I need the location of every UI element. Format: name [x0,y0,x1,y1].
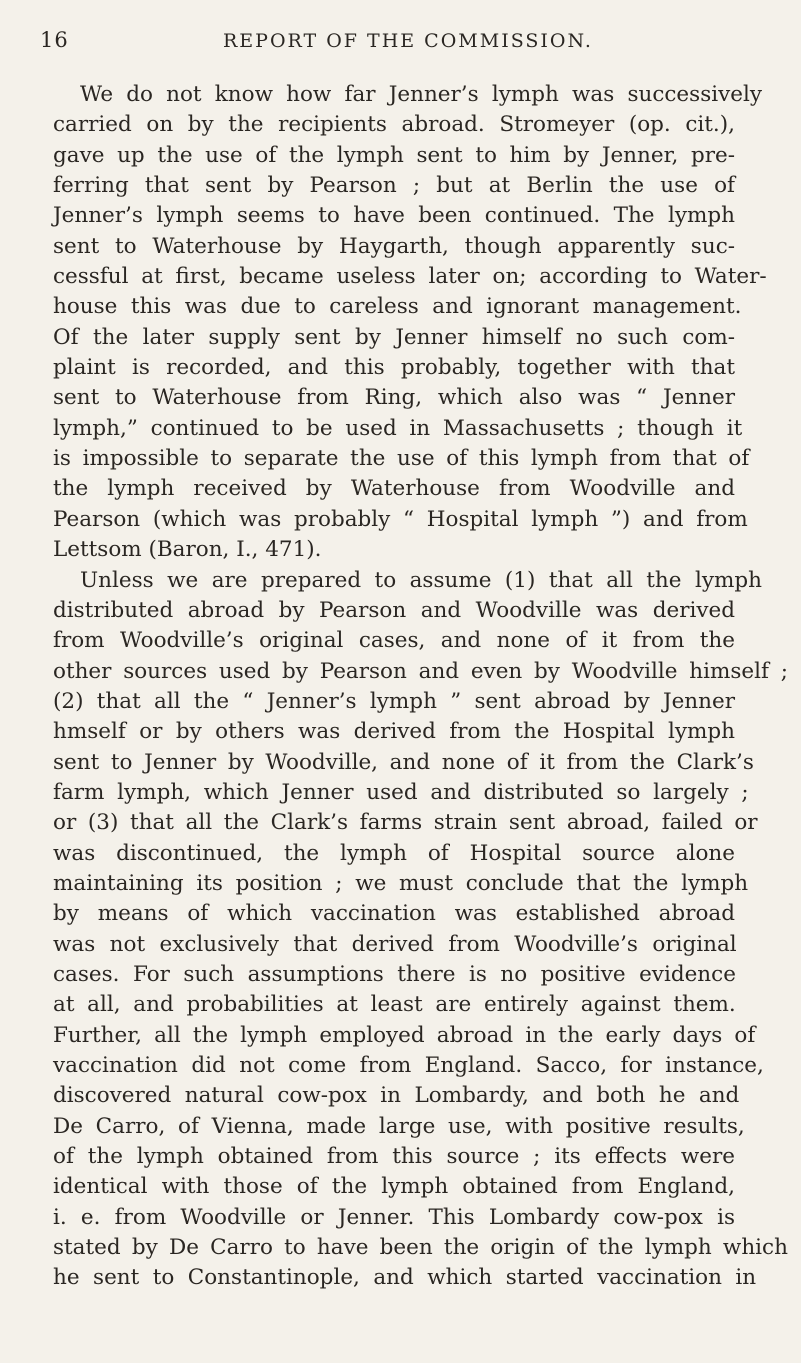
text-line: distributed abroad by Pearson and Woodville was derived [53,597,735,623]
text-line: Further, all the lymph employed abroad in the early days of [53,1022,756,1048]
text-line: sent to Waterhouse from Ring, which also was “ Jenner [53,385,735,411]
text-line: De Carro, of Vienna, made large use, with positive results, [53,1113,745,1139]
text-line: hmself or by others was derived from the Hospital lymph [53,719,735,745]
text-line: was discontinued, the lymph of Hospital source alone [53,840,735,866]
text-line: other sources used by Pearson and even by Woodville himself ; [53,658,789,684]
text-line: stated by De Carro to have been the origin of the lymph which [53,1235,788,1261]
text-line: lymph,” continued to be used in Massachusetts ; though it [53,415,743,441]
text-line: sent to Waterhouse by Haygarth, though apparently suc- [53,233,735,259]
text-line: or (3) that all the Clark’s farms strain sent abroad, failed or [53,810,758,836]
text-line: (2) that all the “ Jenner’s lymph ” sent abroad by Jenner [53,688,735,714]
text-line: of the lymph obtained from this source ; its effects were [53,1144,735,1170]
text-line: cessful at first, became useless later on; according to Water- [53,264,767,290]
text-line: carried on by the recipients abroad. Stromeyer (op. cit.), [53,112,735,138]
text-line: discovered natural cow-pox in Lombardy, and both he and [53,1083,740,1109]
text-line: was not exclusively that derived from Woodville’s original [53,931,737,957]
header-title: REPORT OF THE COMMISSION. [223,30,593,52]
page-number: 16 [40,28,69,52]
text-line: from Woodville’s original cases, and none of it from the [53,628,735,654]
text-line: is impossible to separate the use of this lymph from that of [53,446,750,472]
text-line: Jenner’s lymph seems to have been continued. The lymph [53,203,736,229]
text-line: gave up the use of the lymph sent to him by Jenner, pre- [53,142,735,168]
text-line: Pearson (which was probably “ Hospital lymph ”) and from [53,506,748,532]
text-line: plaint is recorded, and this probably, together with that [53,355,735,381]
text-line: at all, and probabilities at least are entirely against them. [53,992,736,1018]
text-line: We do not know how far Jenner’s lymph was successively [80,82,762,107]
text-line: vaccination did not come from England. Sacco, for instance, [53,1053,764,1078]
text-line: the lymph received by Waterhouse from Woodville and [53,476,735,502]
text-line: Unless we are prepared to assume (1) that all the lymph [80,567,762,593]
text-line: i. e. from Woodville or Jenner. This Lombardy cow-pox is [53,1204,735,1230]
text-line: cases. For such assumptions there is no positive evidence [53,961,736,987]
text-line: by means of which vaccination was established abroad [53,901,735,927]
text-line: Lettsom (Baron, I., 471). [53,537,322,563]
text-line: house this was due to careless and ignorant management. [53,294,742,320]
text-line: maintaining its position ; we must conclude that the lymph [53,870,749,896]
text-line: sent to Jenner by Woodville, and none of it from the Clark’s [53,749,754,775]
running-head [40,28,780,58]
body-text [53,80,793,1294]
text-line: ferring that sent by Pearson ; but at Berlin the use of [53,173,735,199]
text-line: he sent to Constantinople, and which started vaccination in [53,1265,757,1291]
text-line: Of the later supply sent by Jenner himself no such com- [53,324,735,350]
text-line: identical with those of the lymph obtained from England, [53,1174,735,1200]
text-line: farm lymph, which Jenner used and distributed so largely ; [53,779,749,805]
